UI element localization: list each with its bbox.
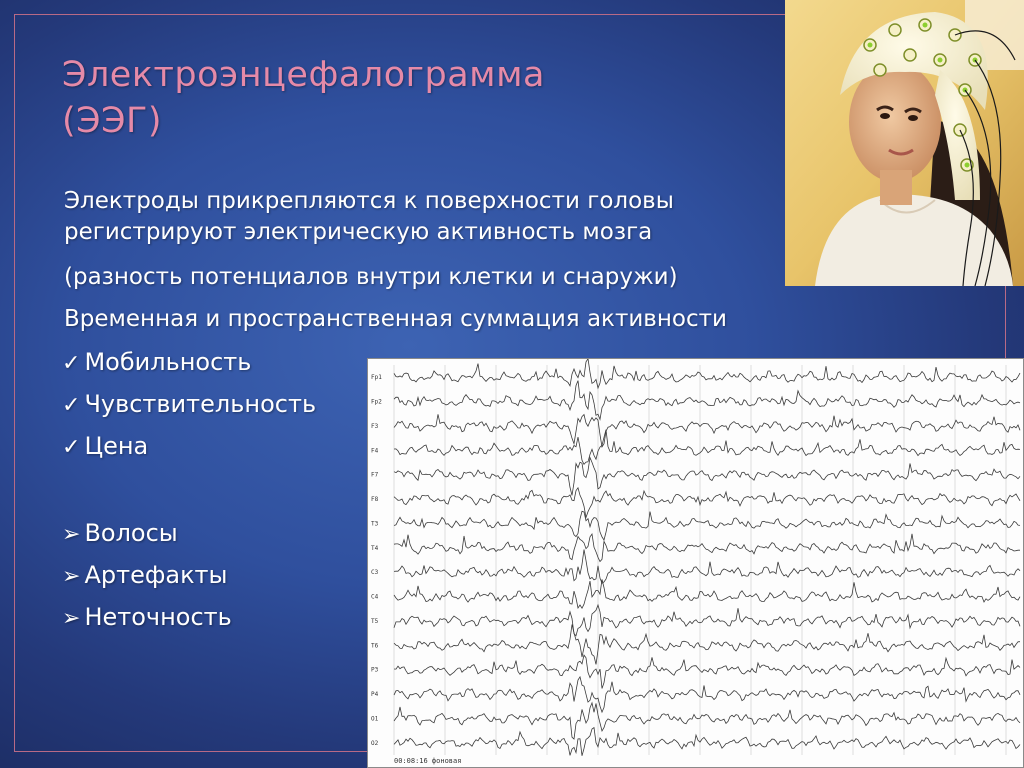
- eeg-trace-c3: [394, 550, 1020, 584]
- eeg-trace-p4: [394, 677, 1020, 712]
- checkmark-icon: ✓: [62, 435, 81, 460]
- list-item: [62, 596, 232, 638]
- disadvantages-list: [62, 512, 232, 638]
- eeg-trace-o2: [394, 728, 1020, 756]
- advantages-list: [62, 341, 316, 467]
- eeg-channel-label: T6: [371, 642, 379, 650]
- eeg-trace-t6: [394, 625, 1020, 665]
- paragraph-potential-difference: (разность потенциалов внутри клетки и снаружи): [64, 264, 678, 290]
- eeg-channel-label: P3: [371, 666, 379, 674]
- eeg-channel-label: P4: [371, 691, 379, 699]
- title-line-2: (ЭЭГ): [62, 101, 163, 141]
- eeg-trace-fp2: [394, 381, 1020, 420]
- eeg-channel-label: O2: [371, 739, 379, 747]
- checkmark-icon: ✓: [62, 393, 81, 418]
- eeg-cap-photo: [785, 0, 1024, 286]
- eeg-channel-label: C4: [371, 593, 379, 601]
- slide-title: [62, 52, 545, 144]
- eeg-trace-f8: [394, 488, 1020, 518]
- eeg-channel-label: T5: [371, 617, 379, 625]
- eeg-channel-label: Fp2: [371, 398, 382, 406]
- list-item-label: Мобильность: [84, 348, 252, 376]
- list-item-label: Волосы: [84, 519, 178, 547]
- eeg-trace-t3: [394, 511, 1020, 540]
- eeg-channel-label: F3: [371, 422, 379, 430]
- eeg-channel-label: F7: [371, 471, 379, 479]
- list-item-label: Чувствительность: [84, 390, 317, 418]
- eeg-channel-label: F4: [371, 447, 379, 455]
- eeg-trace-t4: [394, 534, 1020, 562]
- eeg-trace-o1: [394, 703, 1020, 739]
- eeg-channel-label: F8: [371, 496, 379, 504]
- eeg-channel-label: Fp1: [371, 374, 382, 382]
- eeg-trace-t5: [394, 605, 1020, 636]
- eeg-trace-p3: [394, 655, 1020, 688]
- arrow-bullet-icon: ➢: [62, 522, 81, 547]
- eeg-channel-label: C3: [371, 569, 379, 577]
- arrow-bullet-icon: ➢: [62, 564, 81, 589]
- list-item-label: Неточность: [84, 603, 232, 631]
- list-item: [62, 383, 316, 425]
- eeg-trace-c4: [394, 579, 1020, 608]
- eeg-trace-fp1: [394, 359, 1020, 388]
- checkmark-icon: ✓: [62, 351, 81, 376]
- eeg-trace-f3: [394, 414, 1020, 447]
- eeg-cap-photo-image: [785, 0, 1024, 286]
- list-item-label: Артефакты: [84, 561, 228, 589]
- eeg-channel-label: T4: [371, 544, 379, 552]
- list-item: [62, 425, 316, 467]
- eeg-channel-label: O1: [371, 715, 379, 723]
- eeg-traces: [394, 359, 1020, 756]
- eeg-trace-f7: [394, 458, 1020, 496]
- list-item: [62, 512, 232, 554]
- arrow-bullet-icon: ➢: [62, 606, 81, 631]
- paragraph-electrodes: Электроды прикрепляются к поверхности головы регистрируют электрическую активность мозга: [64, 188, 674, 245]
- list-item: [62, 341, 316, 383]
- paragraph-summation: Временная и пространственная суммация активности: [64, 306, 727, 332]
- list-item-label: Цена: [84, 432, 149, 460]
- eeg-footer-label: 00:08:16 фоновая: [394, 757, 462, 765]
- title-line-1: Электроэнцефалограмма: [62, 55, 545, 95]
- eeg-trace-f4: [394, 430, 1020, 465]
- eeg-recording-plot: [368, 359, 1023, 767]
- eeg-channel-label: T3: [371, 520, 379, 528]
- eeg-channel-labels: [371, 374, 382, 747]
- eeg-recording: [367, 358, 1024, 768]
- list-item: [62, 554, 232, 596]
